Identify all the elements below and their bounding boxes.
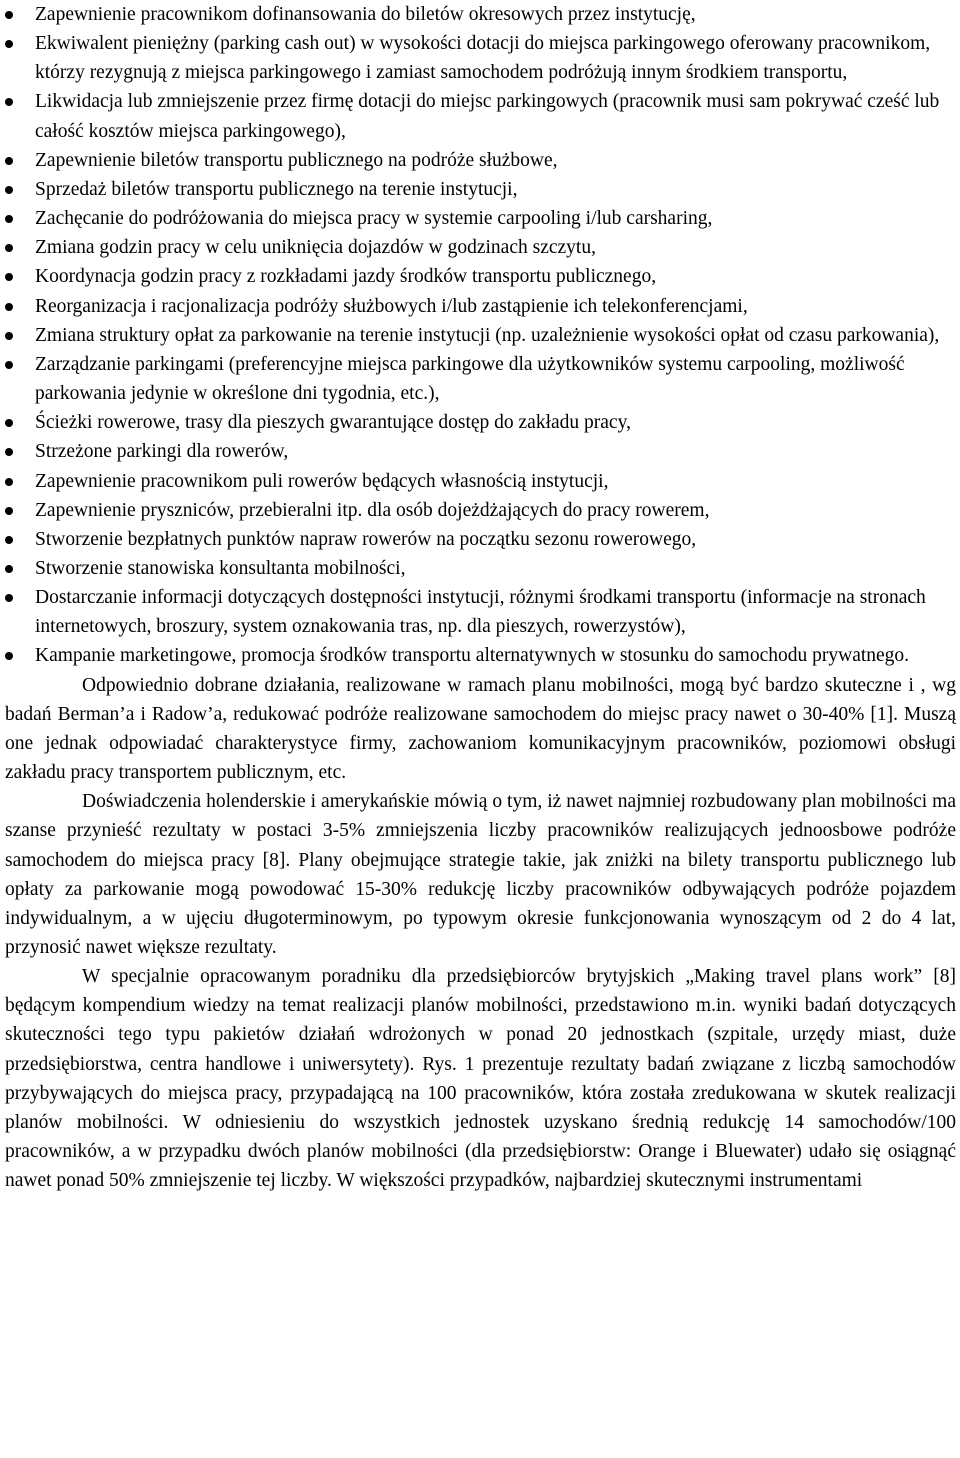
bullet-icon (5, 408, 35, 437)
bullet-icon (5, 233, 35, 262)
list-item: Ekwiwalent pieniężny (parking cash out) w wysokości dotacji do miejsca parkingowego oferowany pracownikom, którzy rezygnują z miejsca parkingowego i zamiast samochodem podróżują innym środkiem transportu, (5, 29, 956, 87)
bullet-icon (5, 29, 35, 58)
list-item: Ścieżki rowerowe, trasy dla pieszych gwarantujące dostęp do zakładu pracy, (5, 408, 956, 437)
list-item: Zapewnienie pracownikom puli rowerów będących własnością instytucji, (5, 467, 956, 496)
list-item: Zapewnienie biletów transportu publicznego na podróże służbowe, (5, 146, 956, 175)
list-item: Dostarczanie informacji dotyczących dostępności instytucji, różnymi środkami transportu (informacje na stronach internetowych, broszury, system oznakowania tras, np. dla pieszych, rowerzystów), (5, 583, 956, 641)
body-paragraph-effectiveness: Odpowiednio dobrane działania, realizowane w ramach planu mobilności, mogą być bardzo skuteczne i , wg badań Berman’a i Radow’a, redukować podróże realizowane samochodem do miejsc pracy nawet o 30-40% [1]. Muszą one jednak odpowiadać charakterystyce firmy, zachowaniom komunikacyjnym pracowników, poziomowi obsługi zakładu pracy transportem publicznym, etc. (5, 674, 956, 784)
bullet-icon (5, 583, 35, 612)
list-item: Sprzedaż biletów transportu publicznego na terenie instytucji, (5, 175, 956, 204)
list-item: Stworzenie stanowiska konsultanta mobilności, (5, 554, 956, 583)
body-paragraph-experience: Doświadczenia holenderskie i amerykańskie mówią o tym, iż nawet najmniej rozbudowany plan mobilności ma szanse przynieść rezultaty w postaci 3-5% zmniejszenia liczby pracowników realizujących jednoosbowe podróże samochodem do miejsca pracy [8]. Plany obejmujące strategie takie, jak zniżki na bilety transportu publicznego lub opłaty za parkowanie mogą powodować 15-30% redukcję liczby pracowników odbywających podróże pojazdem indywidualnym, a w ujęciu długoterminowym, po typowym okresie funkcjonowania wynoszącym od 2 do 4 lat, przynosić nawet większe rezultaty. (5, 791, 956, 958)
bullet-icon (5, 175, 35, 204)
list-item: Zmiana godzin pracy w celu uniknięcia dojazdów w godzinach szczytu, (5, 233, 956, 262)
list-item: Stworzenie bezpłatnych punktów napraw rowerów na początku sezonu rowerowego, (5, 525, 956, 554)
list-item: Reorganizacja i racjonalizacja podróży służbowych i/lub zastąpienie ich telekonferencjami, (5, 292, 956, 321)
list-item: Koordynacja godzin pracy z rozkładami jazdy środków transportu publicznego, (5, 262, 956, 291)
bullet-icon (5, 496, 35, 525)
list-item: Kampanie marketingowe, promocja środków transportu alternatywnych w stosunku do samochodu prywatnego. (5, 641, 956, 670)
bullet-icon (5, 467, 35, 496)
bullet-icon (5, 146, 35, 175)
bullet-icon (5, 525, 35, 554)
list-item: Zarządzanie parkingami (preferencyjne miejsca parkingowe dla użytkowników systemu carpooling, możliwość parkowania jedynie w określone dni tygodnia, etc.), (5, 350, 956, 408)
list-item: Likwidacja lub zmniejszenie przez firmę dotacji do miejsc parkingowych (pracownik musi sam pokrywać cześć lub całość kosztów miejsca parkingowego), (5, 87, 956, 145)
bullet-icon (5, 554, 35, 583)
bullet-icon (5, 87, 35, 116)
bullet-icon (5, 262, 35, 291)
bullet-icon (5, 292, 35, 321)
list-item: Zmiana struktury opłat za parkowanie na terenie instytucji (np. uzależnienie wysokości opłat od czasu parkowania), (5, 321, 956, 350)
bullet-icon (5, 350, 35, 379)
list-item: Zachęcanie do podróżowania do miejsca pracy w systemie carpooling i/lub carsharing, (5, 204, 956, 233)
bullet-icon (5, 437, 35, 466)
list-item: Zapewnienie pracownikom dofinansowania do biletów okresowych przez instytucję, (5, 0, 956, 29)
list-item: Zapewnienie pryszniców, przebieralni itp. dla osób dojeżdżających do pracy rowerem, (5, 496, 956, 525)
body-paragraph-guide: W specjalnie opracowanym poradniku dla przedsiębiorców brytyjskich „Making travel plans work” [8] będącym kompendium wiedzy na temat realizacji planów mobilności, przedstawiono m.in. wyniki badań dotyczących skuteczności tego typu pakietów działań wdrożonych w ponad 20 jednostkach (szpitale, urzędy miast, duże przedsiębiorstwa, centra handlowe i uniwersytety). Rys. 1 prezentuje rezultaty badań związane z liczbą samochodów przybywających do miejsca pracy, przypadającą na 100 pracowników, która została zredukowana w skutek realizacji planów mobilności. W odniesieniu do wszystkich jednostek uzyskano średnią redukcję 14 samochodów/100 pracowników, a w przypadku dwóch planów mobilności (dla przedsiębiorstw: Orange i Bluewater) udało się osiągnąć nawet ponad 50% zmniejszenie tej liczby. W większości przypadków, najbardziej skutecznymi instrumentami (5, 966, 956, 1192)
bullet-icon (5, 204, 35, 233)
list-item: Strzeżone parkingi dla rowerów, (5, 437, 956, 466)
measures-bullet-list (5, 0, 956, 671)
bullet-icon (5, 321, 35, 350)
bullet-icon (5, 641, 35, 670)
bullet-icon (5, 0, 35, 29)
